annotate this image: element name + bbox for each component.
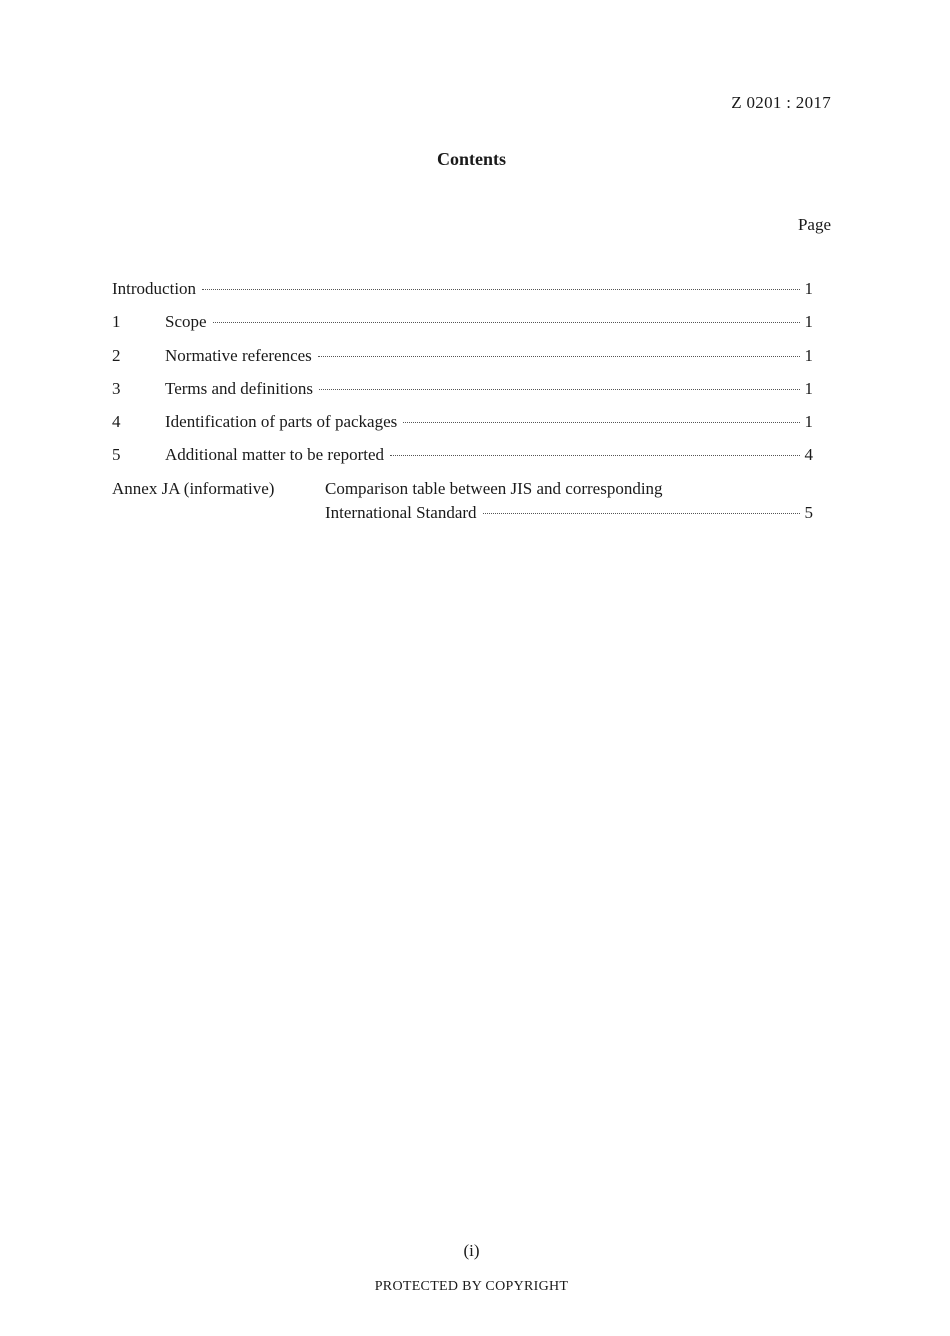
toc-entry-number: 2 bbox=[112, 345, 121, 365]
annex-title-line1: Comparison table between JIS and corresponding bbox=[325, 478, 663, 498]
toc-entry-title: Normative references bbox=[165, 345, 312, 365]
toc-entry-title: Terms and definitions bbox=[165, 378, 314, 398]
toc-entry-title: Identification of parts of packages bbox=[165, 412, 398, 432]
toc-entry-title: Scope bbox=[165, 312, 207, 332]
annex-title-line2: International Standard bbox=[325, 502, 477, 522]
toc-entry-number: 3 bbox=[112, 378, 121, 398]
toc-entry-title: Additional matter to be reported bbox=[165, 445, 385, 465]
toc-entry-page: 1 bbox=[804, 378, 813, 398]
dot-leader bbox=[403, 422, 800, 423]
toc-entry-scope[interactable] bbox=[112, 312, 813, 345]
dot-leader bbox=[319, 389, 800, 390]
toc-entry-page: 1 bbox=[804, 345, 813, 365]
annex-title-line2-row bbox=[325, 503, 813, 523]
dot-leader bbox=[202, 289, 800, 290]
toc-entry-identification-of-parts[interactable] bbox=[112, 412, 813, 445]
footer-page-number: (i) bbox=[463, 1241, 480, 1260]
annex-page: 5 bbox=[804, 502, 813, 522]
dot-leader bbox=[213, 322, 800, 323]
toc-entry-number: 1 bbox=[112, 312, 121, 332]
dot-leader bbox=[318, 356, 800, 357]
toc-entry-normative-references[interactable] bbox=[112, 346, 813, 379]
toc-entry-page: 1 bbox=[804, 279, 813, 298]
document-code: Z 0201 : 2017 bbox=[731, 93, 831, 112]
toc-entry-introduction[interactable] bbox=[112, 279, 813, 312]
toc-entry-number: 5 bbox=[112, 445, 121, 465]
toc-entry-page: 1 bbox=[804, 312, 813, 332]
toc-entry-page: 4 bbox=[804, 445, 813, 465]
dot-leader bbox=[483, 513, 800, 514]
table-of-contents bbox=[112, 279, 813, 523]
annex-label: Annex JA (informative) bbox=[112, 478, 275, 498]
page-column-label: Page bbox=[797, 215, 831, 234]
toc-entry-annex-ja[interactable] bbox=[112, 479, 813, 523]
toc-entry-title: Introduction bbox=[112, 279, 197, 298]
page-title: Contents bbox=[436, 149, 506, 169]
toc-entry-terms-and-definitions[interactable] bbox=[112, 379, 813, 412]
annex-body bbox=[325, 479, 813, 523]
toc-entry-additional-matter[interactable] bbox=[112, 445, 813, 478]
footer-copyright: PROTECTED BY COPYRIGHT bbox=[374, 1279, 569, 1294]
dot-leader bbox=[390, 455, 800, 456]
toc-entry-number: 4 bbox=[112, 412, 121, 432]
toc-entry-page: 1 bbox=[804, 412, 813, 432]
